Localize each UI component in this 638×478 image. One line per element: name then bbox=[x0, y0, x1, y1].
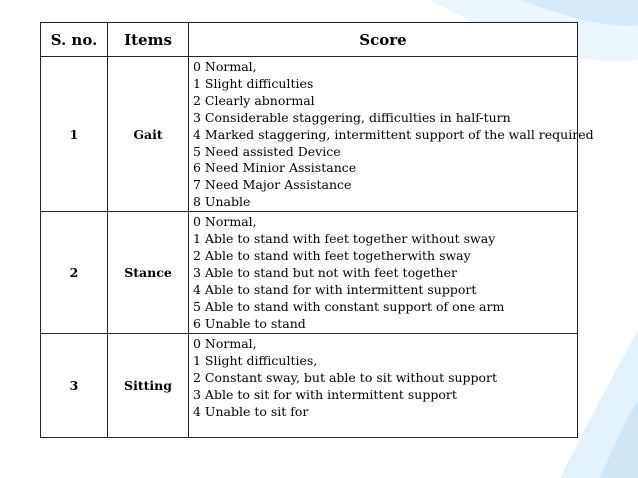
table-row bbox=[41, 212, 578, 334]
score-line: 8 Unable bbox=[193, 194, 251, 210]
score-line: 2 Able to stand with feet togetherwith sway bbox=[193, 247, 471, 263]
score-line: 1 Able to stand with feet together without sway bbox=[193, 231, 496, 247]
score-line: 4 Marked staggering, intermittent support of the wall required bbox=[193, 126, 594, 142]
score-line: 2 Constant sway, but able to sit without support bbox=[193, 369, 498, 385]
score-line: 1 Slight difficulties bbox=[193, 75, 314, 91]
score-line: 4 Able to stand for with intermittent support bbox=[193, 281, 477, 297]
row-scores bbox=[189, 334, 578, 438]
table-header-row bbox=[41, 23, 578, 57]
score-table bbox=[40, 22, 594, 438]
score-line: 2 Clearly abnormal bbox=[193, 92, 315, 108]
score-line: 6 Unable to stand bbox=[193, 315, 306, 331]
header-score: Score bbox=[189, 23, 578, 57]
score-line: 0 Normal, bbox=[193, 214, 257, 230]
row-item: Stance bbox=[108, 212, 189, 334]
row-number: 1 bbox=[41, 57, 108, 212]
score-line: 3 Able to sit for with intermittent support bbox=[193, 386, 457, 402]
row-number: 2 bbox=[41, 212, 108, 334]
row-item: Gait bbox=[108, 57, 189, 212]
table-row bbox=[41, 334, 578, 438]
row-scores bbox=[189, 57, 594, 212]
score-line: 5 Able to stand with constant support of one arm bbox=[193, 298, 505, 314]
row-item: Sitting bbox=[108, 334, 189, 438]
score-line: 3 Able to stand but not with feet together bbox=[193, 264, 457, 280]
row-number: 3 bbox=[41, 334, 108, 438]
score-line: 3 Considerable staggering, difficulties in half-turn bbox=[193, 109, 511, 125]
header-items: Items bbox=[108, 23, 189, 57]
header-sno: S. no. bbox=[41, 23, 108, 57]
score-line: 0 Normal, bbox=[193, 59, 257, 74]
score-line: 6 Need Minior Assistance bbox=[193, 160, 357, 176]
score-line: 0 Normal, bbox=[193, 336, 257, 352]
row-scores bbox=[189, 212, 578, 334]
table-row bbox=[41, 57, 578, 212]
score-line: 5 Need assisted Device bbox=[193, 143, 341, 159]
score-line: 1 Slight difficulties, bbox=[193, 353, 318, 369]
score-line: 4 Unable to sit for bbox=[193, 403, 309, 419]
score-line: 7 Need Major Assistance bbox=[193, 177, 352, 193]
